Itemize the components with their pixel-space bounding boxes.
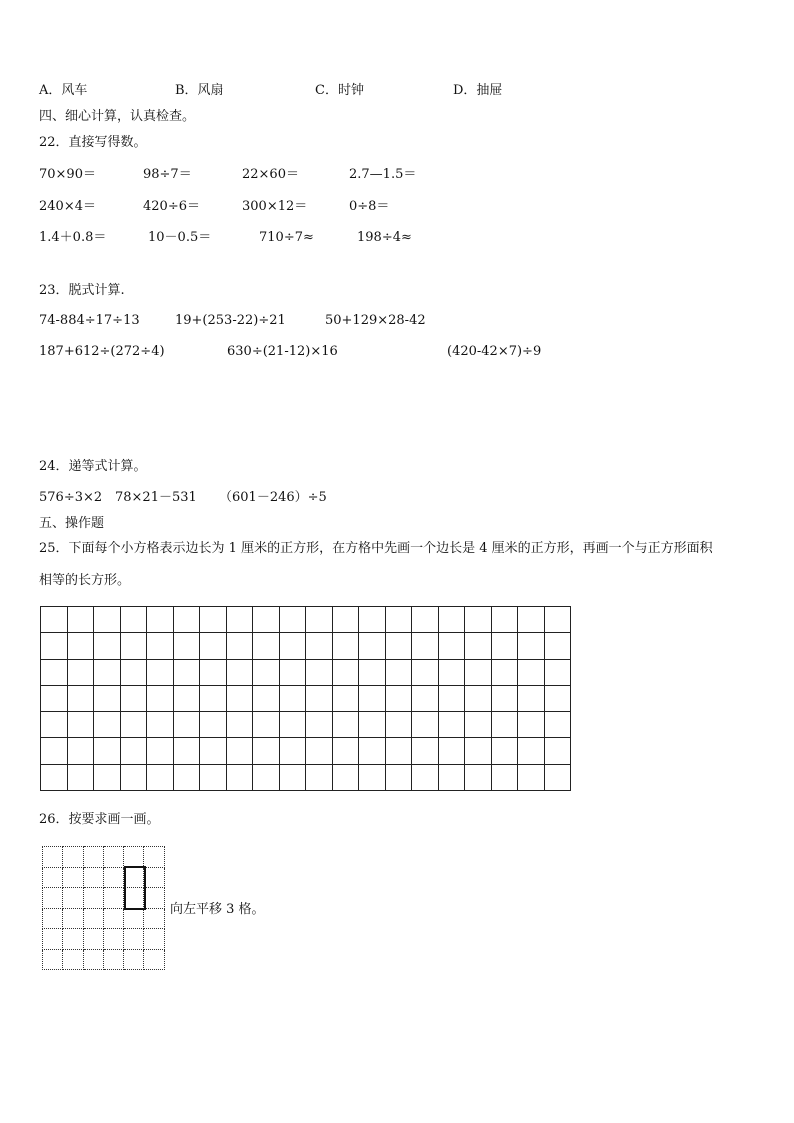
- grid-cell[interactable]: [94, 764, 121, 790]
- grid-cell[interactable]: [518, 764, 545, 790]
- grid-cell[interactable]: [438, 659, 465, 685]
- grid-cell[interactable]: [200, 712, 227, 738]
- grid-cell[interactable]: [83, 847, 103, 868]
- q22-item: 300×12＝: [242, 199, 308, 214]
- grid-cell[interactable]: [332, 712, 359, 738]
- q23-item: 187+612÷(272÷4): [39, 344, 165, 359]
- grid-cell[interactable]: [385, 633, 412, 659]
- grid-cell[interactable]: [147, 712, 174, 738]
- q21-option-a: A．风车: [39, 83, 88, 98]
- grid-cell[interactable]: [63, 888, 83, 909]
- grid-cell[interactable]: [147, 738, 174, 764]
- grid-cell[interactable]: [491, 607, 518, 633]
- grid-cell[interactable]: [306, 659, 333, 685]
- grid-cell[interactable]: [200, 738, 227, 764]
- q25-line2: 相等的长方形。: [39, 573, 131, 588]
- grid-cell[interactable]: [103, 949, 123, 970]
- grid-cell[interactable]: [279, 764, 306, 790]
- q24-item: 78×21－531: [115, 490, 197, 505]
- grid-cell[interactable]: [226, 633, 253, 659]
- grid-cell[interactable]: [94, 659, 121, 685]
- q21-option-d: D．抽屉: [453, 83, 503, 98]
- grid-cell[interactable]: [83, 929, 103, 950]
- grid-cell[interactable]: [226, 738, 253, 764]
- grid-cell[interactable]: [120, 764, 147, 790]
- grid-cell[interactable]: [144, 888, 164, 909]
- grid-cell[interactable]: [103, 929, 123, 950]
- grid-cell[interactable]: [147, 685, 174, 711]
- q24-item: 576÷3×2: [39, 490, 103, 505]
- grid-row: [43, 888, 165, 909]
- q22-title: 22．直接写得数。: [39, 135, 147, 150]
- q22-item: 240×4＝: [39, 199, 96, 214]
- grid-cell[interactable]: [226, 712, 253, 738]
- grid-cell[interactable]: [144, 847, 164, 868]
- grid-cell[interactable]: [173, 633, 200, 659]
- grid-cell[interactable]: [279, 607, 306, 633]
- q22-item: 0÷8＝: [349, 199, 390, 214]
- grid-cell[interactable]: [67, 633, 94, 659]
- grid-cell[interactable]: [438, 685, 465, 711]
- grid-cell[interactable]: [491, 685, 518, 711]
- grid-cell[interactable]: [173, 659, 200, 685]
- grid-cell[interactable]: [253, 712, 280, 738]
- grid-cell[interactable]: [41, 764, 68, 790]
- grid-cell[interactable]: [94, 685, 121, 711]
- grid-cell[interactable]: [544, 738, 571, 764]
- grid-cell[interactable]: [41, 712, 68, 738]
- grid-cell[interactable]: [147, 659, 174, 685]
- grid-cell[interactable]: [94, 633, 121, 659]
- grid-cell[interactable]: [43, 949, 63, 970]
- grid-cell[interactable]: [144, 929, 164, 950]
- grid-cell[interactable]: [359, 607, 386, 633]
- grid-cell[interactable]: [120, 738, 147, 764]
- q25-line1: 25．下面每个小方格表示边长为 1 厘米的正方形，在方格中先画一个边长是 4 厘米的正方形，再画一个与正方形面积: [39, 541, 713, 556]
- grid-cell[interactable]: [412, 712, 439, 738]
- q24-title: 24．递等式计算。: [39, 459, 147, 474]
- grid-cell[interactable]: [359, 712, 386, 738]
- grid-cell[interactable]: [385, 659, 412, 685]
- q24-item: （601－246）÷5: [219, 490, 327, 505]
- q26-instruction: 向左平移 3 格。: [170, 902, 265, 917]
- grid-cell[interactable]: [518, 685, 545, 711]
- grid-cell[interactable]: [124, 908, 144, 929]
- grid-cell[interactable]: [359, 685, 386, 711]
- grid-cell[interactable]: [124, 847, 144, 868]
- grid-cell[interactable]: [306, 712, 333, 738]
- grid-cell[interactable]: [253, 659, 280, 685]
- q23-item: 630÷(21-12)×16: [227, 344, 338, 359]
- grid-cell[interactable]: [63, 908, 83, 929]
- grid-cell[interactable]: [83, 908, 103, 929]
- grid-cell[interactable]: [412, 685, 439, 711]
- grid-cell[interactable]: [63, 929, 83, 950]
- grid-cell[interactable]: [279, 659, 306, 685]
- grid-cell[interactable]: [120, 659, 147, 685]
- grid-cell[interactable]: [103, 847, 123, 868]
- q22-item: 98÷7＝: [143, 167, 192, 182]
- grid-cell[interactable]: [226, 659, 253, 685]
- q21-option-c: C．时钟: [315, 83, 364, 98]
- q23-item: (420-42×7)÷9: [447, 344, 542, 359]
- grid-cell[interactable]: [306, 764, 333, 790]
- grid-cell[interactable]: [279, 685, 306, 711]
- q23-item: 50+129×28-42: [325, 313, 426, 328]
- grid-row: [43, 929, 165, 950]
- grid-cell[interactable]: [144, 908, 164, 929]
- q22-item: 420÷6＝: [143, 199, 200, 214]
- grid-cell[interactable]: [544, 764, 571, 790]
- grid-cell[interactable]: [438, 633, 465, 659]
- grid-cell[interactable]: [103, 888, 123, 909]
- grid-cell[interactable]: [41, 738, 68, 764]
- q26-rectangle-shape: [124, 866, 146, 910]
- grid-cell[interactable]: [120, 685, 147, 711]
- grid-row: [43, 908, 165, 929]
- q22-item: 10－0.5＝: [148, 230, 212, 245]
- grid-cell[interactable]: [412, 659, 439, 685]
- grid-cell[interactable]: [94, 712, 121, 738]
- grid-cell[interactable]: [465, 764, 492, 790]
- grid-cell[interactable]: [279, 712, 306, 738]
- grid-cell[interactable]: [43, 908, 63, 929]
- grid-cell[interactable]: [332, 607, 359, 633]
- grid-cell[interactable]: [544, 712, 571, 738]
- grid-cell[interactable]: [332, 633, 359, 659]
- grid-cell[interactable]: [200, 764, 227, 790]
- grid-cell[interactable]: [83, 867, 103, 888]
- grid-cell[interactable]: [518, 712, 545, 738]
- q26-dotted-grid[interactable]: [42, 846, 165, 970]
- grid-cell[interactable]: [41, 659, 68, 685]
- q23-title: 23．脱式计算.: [39, 283, 125, 298]
- grid-cell[interactable]: [41, 607, 68, 633]
- grid-cell[interactable]: [173, 607, 200, 633]
- grid-cell[interactable]: [253, 685, 280, 711]
- grid-cell[interactable]: [41, 685, 68, 711]
- grid-cell[interactable]: [279, 633, 306, 659]
- grid-cell[interactable]: [544, 659, 571, 685]
- grid-row: [41, 764, 571, 790]
- grid-cell[interactable]: [200, 633, 227, 659]
- grid-cell[interactable]: [43, 929, 63, 950]
- q22-item: 198÷4≈: [357, 230, 412, 245]
- grid-cell[interactable]: [385, 764, 412, 790]
- grid-cell[interactable]: [200, 607, 227, 633]
- grid-cell[interactable]: [67, 712, 94, 738]
- grid-cell[interactable]: [306, 633, 333, 659]
- grid-cell[interactable]: [438, 712, 465, 738]
- grid-cell[interactable]: [63, 847, 83, 868]
- q22-item: 710÷7≈: [259, 230, 314, 245]
- grid-cell[interactable]: [144, 867, 164, 888]
- grid-cell[interactable]: [412, 607, 439, 633]
- grid-row: [41, 607, 571, 633]
- grid-cell[interactable]: [83, 949, 103, 970]
- grid-cell[interactable]: [465, 712, 492, 738]
- grid-cell[interactable]: [41, 633, 68, 659]
- grid-cell[interactable]: [67, 764, 94, 790]
- q22-item: 1.4＋0.8＝: [39, 230, 107, 245]
- grid-cell[interactable]: [67, 685, 94, 711]
- grid-cell[interactable]: [253, 633, 280, 659]
- grid-cell[interactable]: [83, 888, 103, 909]
- grid-cell[interactable]: [43, 888, 63, 909]
- grid-cell[interactable]: [200, 659, 227, 685]
- grid-cell[interactable]: [359, 738, 386, 764]
- grid-cell[interactable]: [491, 659, 518, 685]
- grid-cell[interactable]: [67, 659, 94, 685]
- grid-cell[interactable]: [518, 738, 545, 764]
- grid-cell[interactable]: [465, 685, 492, 711]
- grid-cell[interactable]: [173, 685, 200, 711]
- grid-cell[interactable]: [412, 633, 439, 659]
- grid-cell[interactable]: [173, 764, 200, 790]
- grid-cell[interactable]: [63, 949, 83, 970]
- grid-cell[interactable]: [332, 685, 359, 711]
- grid-cell[interactable]: [226, 764, 253, 790]
- grid-cell[interactable]: [385, 712, 412, 738]
- grid-row: [43, 867, 165, 888]
- grid-row: [43, 949, 165, 970]
- grid-cell[interactable]: [173, 738, 200, 764]
- grid-cell[interactable]: [63, 867, 83, 888]
- grid-cell[interactable]: [491, 764, 518, 790]
- grid-cell[interactable]: [332, 659, 359, 685]
- grid-cell[interactable]: [226, 607, 253, 633]
- grid-cell[interactable]: [491, 633, 518, 659]
- grid-cell[interactable]: [359, 764, 386, 790]
- section5-title: 五、操作题: [39, 516, 105, 531]
- grid-row: [41, 712, 571, 738]
- grid-cell[interactable]: [147, 633, 174, 659]
- grid-cell[interactable]: [385, 685, 412, 711]
- grid-row: [41, 685, 571, 711]
- section4-title: 四、细心计算，认真检查。: [39, 109, 196, 124]
- grid-cell[interactable]: [306, 607, 333, 633]
- grid-cell[interactable]: [544, 607, 571, 633]
- grid-row: [43, 847, 165, 868]
- grid-cell[interactable]: [518, 633, 545, 659]
- grid-cell[interactable]: [120, 712, 147, 738]
- q22-item: 2.7—1.5＝: [349, 167, 417, 182]
- grid-cell[interactable]: [253, 738, 280, 764]
- grid-cell[interactable]: [279, 738, 306, 764]
- grid-cell[interactable]: [200, 685, 227, 711]
- grid-cell[interactable]: [103, 908, 123, 929]
- grid-cell[interactable]: [385, 607, 412, 633]
- grid-cell[interactable]: [173, 712, 200, 738]
- q22-item: 70×90＝: [39, 167, 96, 182]
- grid-cell[interactable]: [412, 764, 439, 790]
- grid-cell[interactable]: [147, 764, 174, 790]
- grid-cell[interactable]: [412, 738, 439, 764]
- grid-cell[interactable]: [438, 764, 465, 790]
- grid-cell[interactable]: [124, 929, 144, 950]
- q26-title: 26．按要求画一画。: [39, 812, 160, 827]
- grid-cell[interactable]: [518, 659, 545, 685]
- grid-cell[interactable]: [94, 738, 121, 764]
- grid-cell[interactable]: [465, 633, 492, 659]
- grid-cell[interactable]: [124, 949, 144, 970]
- grid-cell[interactable]: [385, 738, 412, 764]
- grid-cell[interactable]: [147, 607, 174, 633]
- grid-cell[interactable]: [438, 738, 465, 764]
- grid-cell[interactable]: [359, 633, 386, 659]
- grid-cell[interactable]: [67, 607, 94, 633]
- q21-option-b: B．风扇: [175, 83, 224, 98]
- grid-cell[interactable]: [518, 607, 545, 633]
- grid-cell[interactable]: [43, 847, 63, 868]
- grid-cell[interactable]: [120, 633, 147, 659]
- grid-cell[interactable]: [120, 607, 147, 633]
- grid-cell[interactable]: [544, 685, 571, 711]
- grid-row: [41, 659, 571, 685]
- grid-cell[interactable]: [103, 867, 123, 888]
- grid-cell[interactable]: [306, 685, 333, 711]
- grid-cell[interactable]: [332, 764, 359, 790]
- grid-cell[interactable]: [465, 659, 492, 685]
- grid-row: [41, 738, 571, 764]
- grid-row: [41, 633, 571, 659]
- grid-cell[interactable]: [332, 738, 359, 764]
- grid-cell[interactable]: [359, 659, 386, 685]
- q25-square-grid[interactable]: [40, 606, 571, 791]
- grid-cell[interactable]: [144, 949, 164, 970]
- grid-cell[interactable]: [94, 607, 121, 633]
- grid-cell[interactable]: [544, 633, 571, 659]
- grid-cell[interactable]: [491, 712, 518, 738]
- grid-cell[interactable]: [67, 738, 94, 764]
- grid-cell[interactable]: [491, 738, 518, 764]
- grid-cell[interactable]: [43, 867, 63, 888]
- grid-cell[interactable]: [226, 685, 253, 711]
- grid-cell[interactable]: [253, 764, 280, 790]
- q22-item: 22×60＝: [242, 167, 299, 182]
- grid-cell[interactable]: [253, 607, 280, 633]
- grid-cell[interactable]: [465, 607, 492, 633]
- grid-cell[interactable]: [438, 607, 465, 633]
- q23-item: 19+(253-22)÷21: [175, 313, 286, 328]
- grid-cell[interactable]: [465, 738, 492, 764]
- grid-cell[interactable]: [306, 738, 333, 764]
- q23-item: 74-884÷17÷13: [39, 313, 140, 328]
